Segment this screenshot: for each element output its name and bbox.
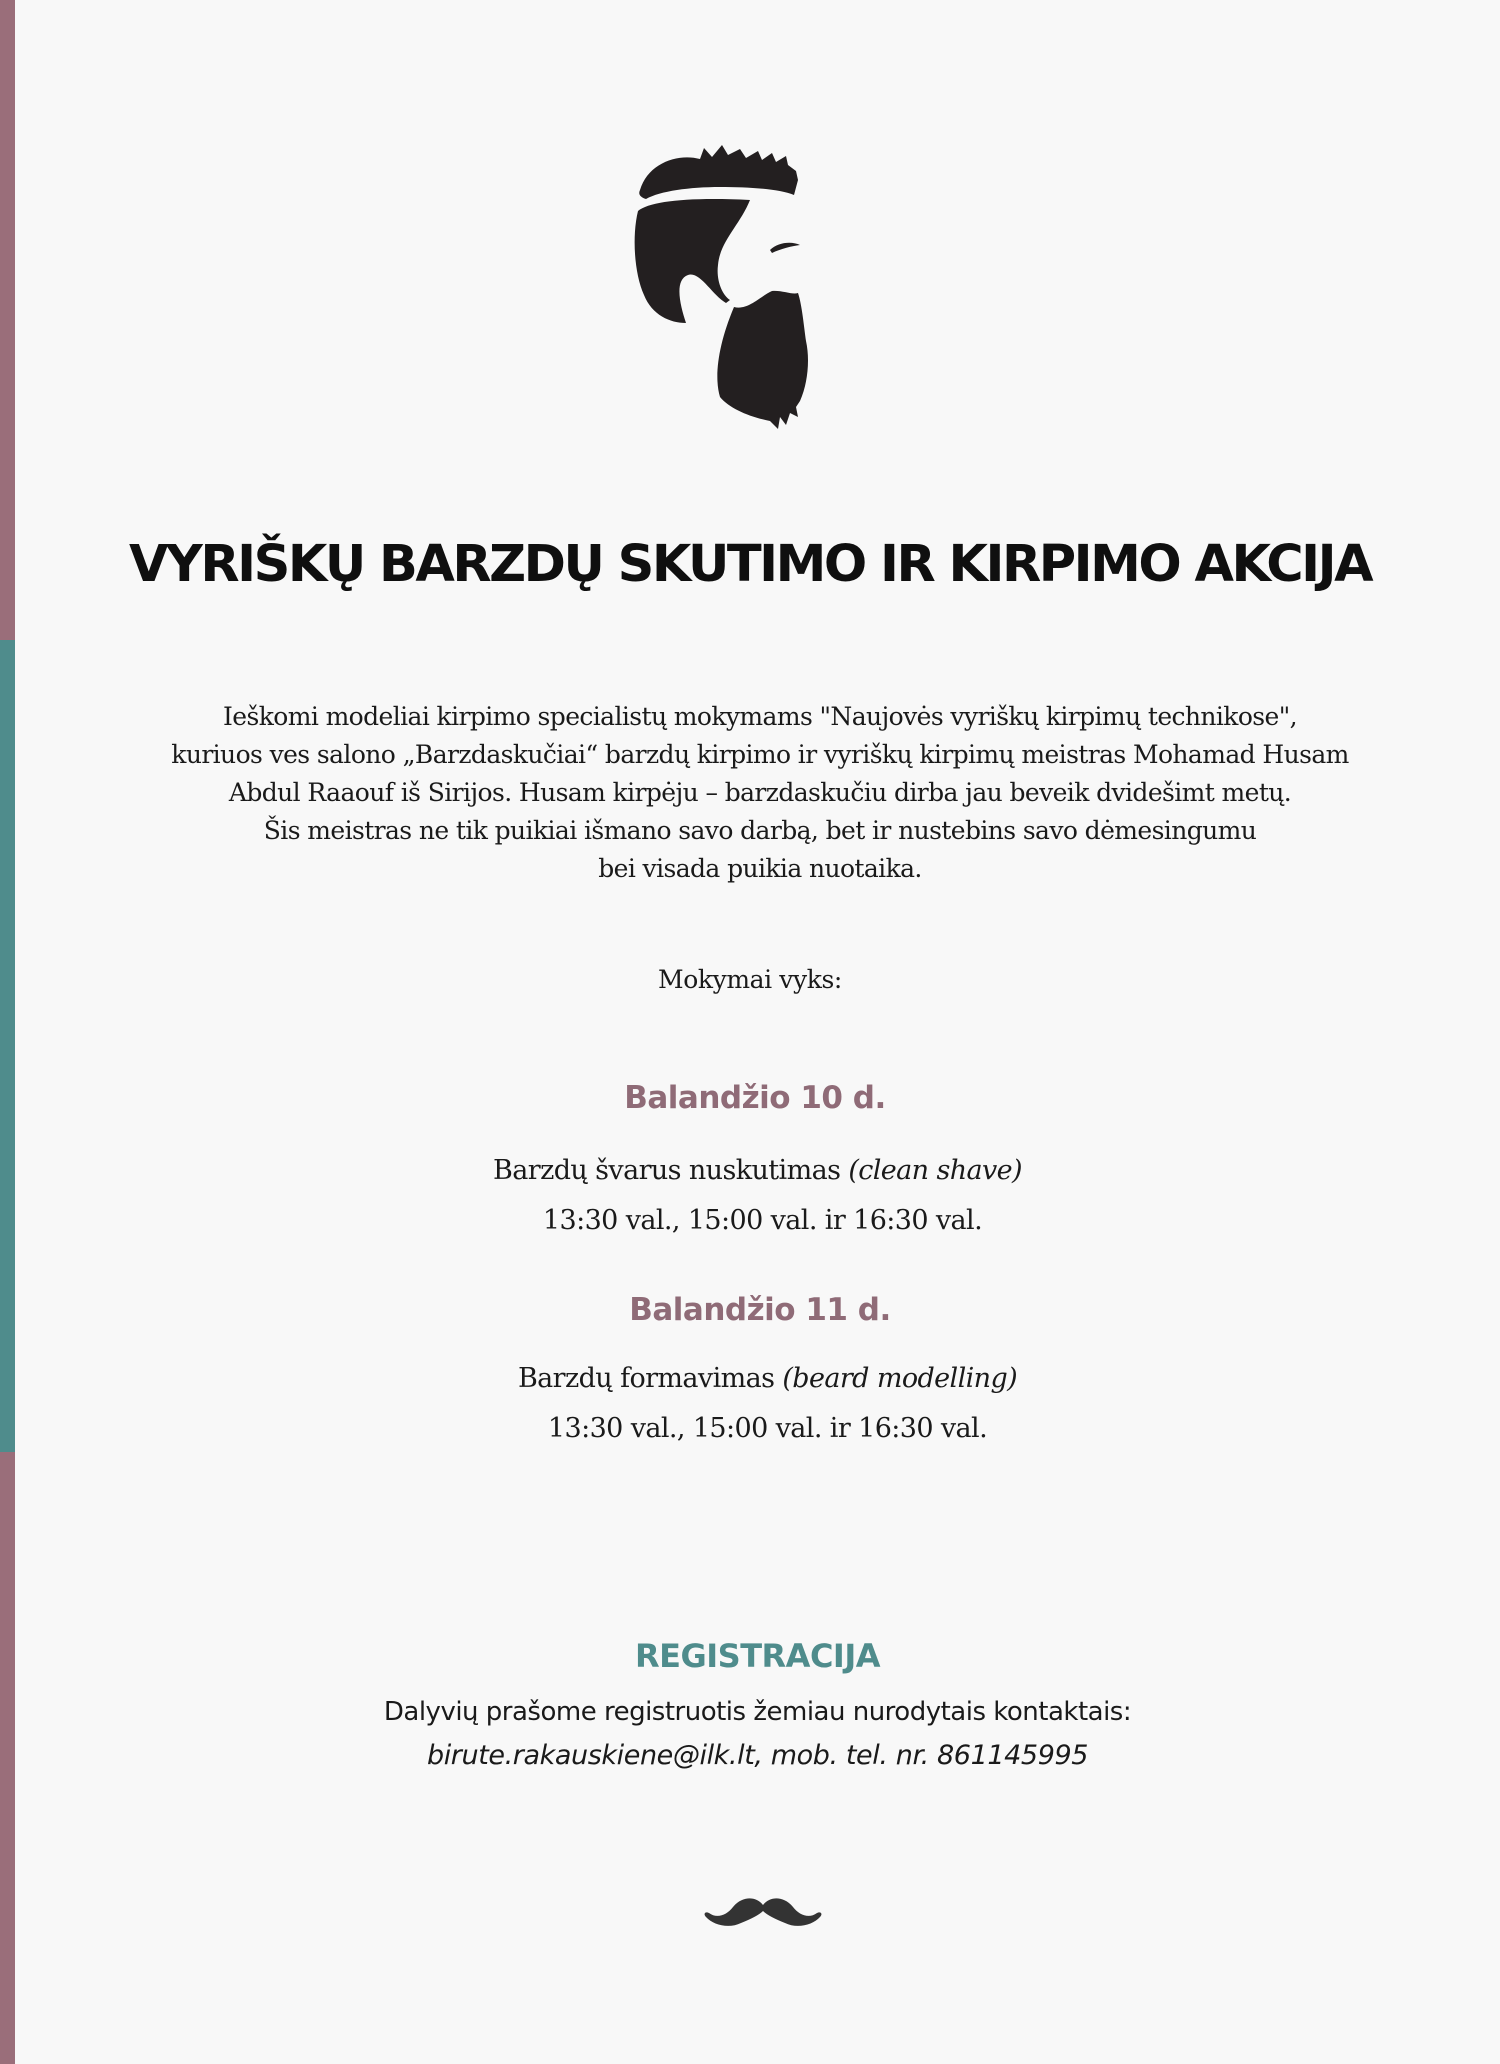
side-accent-bar-bottom xyxy=(0,1452,15,2064)
intro-line: Šis meistras ne tik puikiai išmano savo darbą, bet ir nustebins savo dėmesingumu xyxy=(263,816,1257,845)
registration-title: REGISTRACIJA xyxy=(634,1637,880,1675)
page-title: VYRIŠKŲ BARZDŲ SKUTIMO IR KIRPIMO AKCIJA xyxy=(128,535,1372,594)
intro-line: kuriuos ves salono „Barzdaskučiai“ barzdų kirpimo ir vyriškų kirpimų meistras Mohamad Husam xyxy=(171,740,1349,769)
session-date: Balandžio 10 d. xyxy=(624,1080,886,1116)
service-name: Barzdų formavimas xyxy=(517,1363,775,1394)
intro-line: bei visada puikia nuotaika. xyxy=(598,854,922,883)
bearded-man-silhouette-icon xyxy=(630,145,870,495)
session-service xyxy=(15,1155,1500,1186)
intro-paragraph xyxy=(120,698,1400,888)
session-date: Balandžio 11 d. xyxy=(629,1292,891,1328)
intro-line: Abdul Raaouf iš Sirijos. Husam kirpėju – barzdaskučiu dirba jau beveik dvidešimt metų. xyxy=(228,778,1292,807)
intro-line: Ieškomi modeliai kirpimo specialistų mokymams "Naujovės vyriškų kirpimų technikose", xyxy=(223,702,1297,731)
registration-contact: birute.rakauskiene@ilk.lt, mob. tel. nr. 861145995 xyxy=(426,1740,1089,1771)
mustache-icon xyxy=(703,1893,823,1933)
service-name-english: (clean shave) xyxy=(848,1155,1022,1186)
session-times: 13:30 val., 15:00 val. ir 16:30 val. xyxy=(542,1205,983,1236)
registration-text: Dalyvių prašome registruotis žemiau nurodytais kontaktais: xyxy=(383,1697,1132,1727)
schedule-heading: Mokymai vyks: xyxy=(658,965,842,994)
side-accent-bar-middle xyxy=(0,640,15,1452)
session-service xyxy=(35,1363,1500,1394)
service-name-english: (beard modelling) xyxy=(782,1363,1018,1394)
service-name: Barzdų švarus nuskutimas xyxy=(493,1155,841,1186)
session-times: 13:30 val., 15:00 val. ir 16:30 val. xyxy=(547,1413,988,1444)
